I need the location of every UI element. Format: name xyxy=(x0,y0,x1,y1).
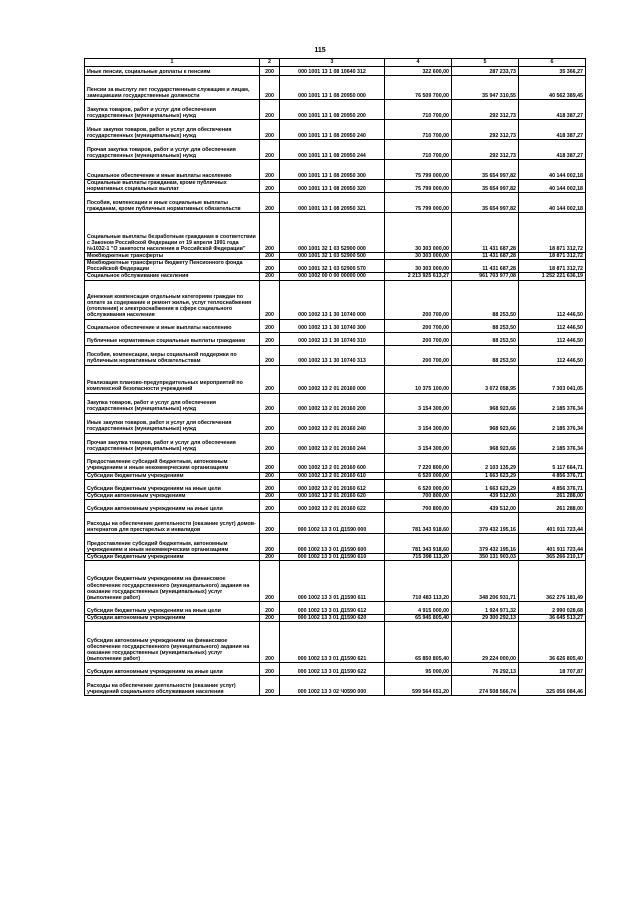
approved-budget-cell: 710 700,00 xyxy=(385,140,452,160)
approved-budget-cell: 710 483 113,20 xyxy=(385,560,452,601)
line-code-cell: 200 xyxy=(260,280,280,319)
budget-classification-code-cell: 000 1002 13 3 02 Ч0590 000 xyxy=(280,675,385,695)
executed-amount-cell: 348 206 931,71 xyxy=(452,560,519,601)
expense-name-cell: Иные пенсии, социальные доплаты к пенсиям xyxy=(85,67,260,76)
unexecuted-amount-cell: 5 117 664,71 xyxy=(519,453,586,472)
expense-name-cell: Иные закупки товаров, работ и услуг для обеспечения государственных (муниципальных) нужд xyxy=(85,413,260,433)
budget-classification-code-cell: 000 1002 13 3 01 Д1590 600 xyxy=(280,533,385,553)
budget-classification-code-cell: 000 1002 13 1 30 10740 000 xyxy=(280,280,385,319)
table-row xyxy=(85,492,586,499)
expense-name-cell: Прочая закупка товаров, работ и услуг для обеспечения государственных (муниципальных) нужд xyxy=(85,140,260,160)
executed-amount-cell: 88 253,50 xyxy=(452,280,519,319)
expense-name-cell: Предоставление субсидий бюджетным, автономным учреждениям и иным некоммерческим организациям xyxy=(85,453,260,472)
column-number: 6 xyxy=(519,59,586,67)
approved-budget-cell: 599 564 651,20 xyxy=(385,675,452,695)
table-row xyxy=(85,332,586,345)
table-row xyxy=(85,433,586,453)
executed-amount-cell: 968 923,66 xyxy=(452,393,519,413)
approved-budget-cell: 781 343 918,60 xyxy=(385,512,452,533)
expense-name-cell: Субсидии автономным учреждениям на финансовое обеспечение государственного (муниципального) задания на оказание государственных (муниципальных) услуг (выполнение работ) xyxy=(85,621,260,662)
unexecuted-amount-cell: 35 366,27 xyxy=(519,67,586,76)
executed-amount-cell: 274 508 566,74 xyxy=(452,675,519,695)
table-row xyxy=(85,76,586,100)
column-number: 5 xyxy=(452,59,519,67)
budget-classification-code-cell: 000 1002 00 0 00 00000 000 xyxy=(280,273,385,280)
expense-name-cell: Социальное обслуживание населения xyxy=(85,273,260,280)
table-row xyxy=(85,662,586,675)
approved-budget-cell: 3 154 300,00 xyxy=(385,393,452,413)
approved-budget-cell: 715 398 113,20 xyxy=(385,553,452,560)
approved-budget-cell: 76 509 700,00 xyxy=(385,76,452,100)
table-row xyxy=(85,479,586,492)
budget-classification-code-cell: 000 1002 13 1 30 10740 310 xyxy=(280,332,385,345)
column-number-header-row xyxy=(85,59,586,67)
expense-name-cell: Субсидии автономным учреждениям на иные цели xyxy=(85,662,260,675)
expense-name-cell: Пособия, компенсации, меры социальной поддержки по публичным нормативным обязательствам xyxy=(85,345,260,365)
expense-name-cell: Социальное обеспечение и иные выплаты населению xyxy=(85,160,260,180)
executed-amount-cell: 35 654 997,82 xyxy=(452,160,519,180)
unexecuted-amount-cell: 112 446,50 xyxy=(519,319,586,332)
executed-amount-cell: 2 103 135,29 xyxy=(452,453,519,472)
page-number: 115 xyxy=(314,47,326,54)
executed-amount-cell: 76 292,13 xyxy=(452,662,519,675)
unexecuted-amount-cell: 2 185 376,34 xyxy=(519,433,586,453)
table-row xyxy=(85,260,586,273)
budget-classification-code-cell: 000 1002 13 2 01 20160 600 xyxy=(280,453,385,472)
line-code-cell: 200 xyxy=(260,499,280,512)
table-row xyxy=(85,413,586,433)
executed-amount-cell: 11 431 687,28 xyxy=(452,213,519,253)
approved-budget-cell: 75 799 000,00 xyxy=(385,160,452,180)
table-row xyxy=(85,319,586,332)
table-row xyxy=(85,614,586,621)
expense-name-cell: Расходы на обеспечение деятельности (оказание услуг) учреждений социального обслуживания населения xyxy=(85,675,260,695)
unexecuted-amount-cell: 18 871 312,72 xyxy=(519,253,586,260)
expense-name-cell: Закупка товаров, работ и услуг для обеспечения государственных (муниципальных) нужд xyxy=(85,100,260,120)
approved-budget-cell: 700 800,00 xyxy=(385,492,452,499)
table-row xyxy=(85,193,586,213)
expense-name-cell: Субсидии автономным учреждениям на иные цели xyxy=(85,499,260,512)
line-code-cell: 200 xyxy=(260,193,280,213)
budget-classification-code-cell: 000 1002 13 2 01 20160 244 xyxy=(280,433,385,453)
budget-classification-code-cell: 000 1001 13 1 08 20950 320 xyxy=(280,180,385,193)
table-row xyxy=(85,213,586,253)
unexecuted-amount-cell: 2 185 376,34 xyxy=(519,413,586,433)
table-row xyxy=(85,621,586,662)
approved-budget-cell: 710 700,00 xyxy=(385,120,452,140)
approved-budget-cell: 10 375 100,00 xyxy=(385,365,452,393)
unexecuted-amount-cell: 401 911 723,44 xyxy=(519,512,586,533)
executed-amount-cell: 968 923,66 xyxy=(452,413,519,433)
executed-amount-cell: 35 654 997,82 xyxy=(452,180,519,193)
budget-classification-code-cell: 000 1002 13 3 01 Д1590 000 xyxy=(280,512,385,533)
approved-budget-cell: 4 915 000,00 xyxy=(385,601,452,614)
unexecuted-amount-cell: 4 856 376,71 xyxy=(519,472,586,479)
expense-name-cell: Закупка товаров, работ и услуг для обеспечения государственных (муниципальных) нужд xyxy=(85,393,260,413)
expense-name-cell: Субсидии бюджетным учреждениям на иные цели xyxy=(85,601,260,614)
expense-name-cell: Субсидии бюджетным учреждениям на иные цели xyxy=(85,479,260,492)
approved-budget-cell: 65 850 805,40 xyxy=(385,621,452,662)
column-number: 2 xyxy=(260,59,280,67)
executed-amount-cell: 968 923,66 xyxy=(452,433,519,453)
approved-budget-cell: 200 700,00 xyxy=(385,345,452,365)
line-code-cell: 200 xyxy=(260,319,280,332)
executed-amount-cell: 961 703 977,08 xyxy=(452,273,519,280)
line-code-cell: 200 xyxy=(260,332,280,345)
unexecuted-amount-cell: 401 911 723,44 xyxy=(519,533,586,553)
budget-classification-code-cell: 000 1001 13 1 08 20950 240 xyxy=(280,120,385,140)
budget-classification-code-cell: 000 1001 13 1 08 20950 321 xyxy=(280,193,385,213)
line-code-cell: 200 xyxy=(260,662,280,675)
line-code-cell: 200 xyxy=(260,140,280,160)
table-row xyxy=(85,512,586,533)
expense-name-cell: Субсидии бюджетным учреждениям xyxy=(85,472,260,479)
table-row xyxy=(85,533,586,553)
line-code-cell: 200 xyxy=(260,675,280,695)
budget-classification-code-cell: 000 1001 32 1 03 52900 500 xyxy=(280,253,385,260)
approved-budget-cell: 7 220 800,00 xyxy=(385,453,452,472)
executed-amount-cell: 379 432 195,16 xyxy=(452,533,519,553)
table-row xyxy=(85,67,586,76)
expense-name-cell: Субсидии бюджетным учреждениям на финансовое обеспечение государственного (муниципального) задания на оказание государственных (муниципальных) услуг (выполнение работ) xyxy=(85,560,260,601)
executed-amount-cell: 439 512,00 xyxy=(452,499,519,512)
table-row xyxy=(85,553,586,560)
budget-classification-code-cell: 000 1002 13 2 01 20160 000 xyxy=(280,365,385,393)
line-code-cell: 200 xyxy=(260,479,280,492)
executed-amount-cell: 1 924 971,32 xyxy=(452,601,519,614)
unexecuted-amount-cell: 1 252 221 636,19 xyxy=(519,273,586,280)
unexecuted-amount-cell: 36 645 513,27 xyxy=(519,614,586,621)
expense-name-cell: Денежная компенсация отдельным категориям граждан по оплате за содержание и ремонт жилья, услуг теплоснабжения (отопления) и электроснабжения в сфере социального обслуживания населения xyxy=(85,280,260,319)
line-code-cell: 200 xyxy=(260,345,280,365)
budget-classification-code-cell: 000 1002 13 2 01 20160 610 xyxy=(280,472,385,479)
unexecuted-amount-cell: 40 144 002,18 xyxy=(519,160,586,180)
executed-amount-cell: 1 663 623,29 xyxy=(452,479,519,492)
line-code-cell: 200 xyxy=(260,260,280,273)
line-code-cell: 200 xyxy=(260,365,280,393)
budget-classification-code-cell: 000 1001 13 1 08 20950 244 xyxy=(280,140,385,160)
executed-amount-cell: 11 431 687,28 xyxy=(452,260,519,273)
executed-amount-cell: 439 512,00 xyxy=(452,492,519,499)
expense-name-cell: Социальное обеспечение и иные выплаты населению xyxy=(85,319,260,332)
line-code-cell: 200 xyxy=(260,621,280,662)
line-code-cell: 200 xyxy=(260,76,280,100)
budget-classification-code-cell: 000 1001 13 1 08 20950 000 xyxy=(280,76,385,100)
line-code-cell: 200 xyxy=(260,533,280,553)
unexecuted-amount-cell: 365 266 210,17 xyxy=(519,553,586,560)
expense-name-cell: Реализация планово-предупредительных мероприятий по комплексной безопасности учреждений xyxy=(85,365,260,393)
table-row xyxy=(85,601,586,614)
table-row xyxy=(85,160,586,180)
column-number: 4 xyxy=(385,59,452,67)
approved-budget-cell: 3 154 300,00 xyxy=(385,433,452,453)
expense-name-cell: Субсидии автономным учреждениям xyxy=(85,492,260,499)
executed-amount-cell: 292 312,73 xyxy=(452,100,519,120)
budget-classification-code-cell: 000 1002 13 3 01 Д1590 620 xyxy=(280,614,385,621)
budget-classification-code-cell: 000 1002 13 3 01 Д1590 612 xyxy=(280,601,385,614)
budget-classification-code-cell: 000 1001 32 1 03 52900 570 xyxy=(280,260,385,273)
budget-classification-code-cell: 000 1002 13 2 01 20160 200 xyxy=(280,393,385,413)
table-row xyxy=(85,253,586,260)
budget-classification-code-cell: 000 1001 32 1 03 52900 000 xyxy=(280,213,385,253)
line-code-cell: 200 xyxy=(260,213,280,253)
approved-budget-cell: 200 700,00 xyxy=(385,280,452,319)
expense-name-cell: Прочая закупка товаров, работ и услуг для обеспечения государственных (муниципальных) нужд xyxy=(85,433,260,453)
unexecuted-amount-cell: 40 144 002,18 xyxy=(519,180,586,193)
unexecuted-amount-cell: 418 387,27 xyxy=(519,140,586,160)
table-row xyxy=(85,453,586,472)
executed-amount-cell: 1 663 623,29 xyxy=(452,472,519,479)
approved-budget-cell: 700 800,00 xyxy=(385,499,452,512)
unexecuted-amount-cell: 18 871 312,72 xyxy=(519,213,586,253)
table-row xyxy=(85,140,586,160)
expense-name-cell: Расходы на обеспечение деятельности (оказание услуг) домов-интернатов для престарелых и инвалидов xyxy=(85,512,260,533)
line-code-cell: 200 xyxy=(260,614,280,621)
unexecuted-amount-cell: 18 871 312,72 xyxy=(519,260,586,273)
executed-amount-cell: 88 253,50 xyxy=(452,345,519,365)
executed-amount-cell: 292 312,73 xyxy=(452,140,519,160)
approved-budget-cell: 2 213 925 613,27 xyxy=(385,273,452,280)
approved-budget-cell: 75 799 000,00 xyxy=(385,193,452,213)
column-number: 1 xyxy=(85,59,260,67)
executed-amount-cell: 35 947 310,55 xyxy=(452,76,519,100)
executed-amount-cell: 292 312,73 xyxy=(452,120,519,140)
approved-budget-cell: 30 303 000,00 xyxy=(385,253,452,260)
unexecuted-amount-cell: 2 990 028,68 xyxy=(519,601,586,614)
executed-amount-cell: 29 300 292,13 xyxy=(452,614,519,621)
line-code-cell: 200 xyxy=(260,120,280,140)
executed-amount-cell: 29 224 000,00 xyxy=(452,621,519,662)
approved-budget-cell: 781 343 918,60 xyxy=(385,533,452,553)
line-code-cell: 200 xyxy=(260,512,280,533)
expense-name-cell: Субсидии автономным учреждениям xyxy=(85,614,260,621)
budget-execution-table xyxy=(84,58,586,696)
line-code-cell: 200 xyxy=(260,553,280,560)
approved-budget-cell: 6 520 000,00 xyxy=(385,479,452,492)
budget-classification-code-cell: 000 1001 13 1 08 20950 300 xyxy=(280,160,385,180)
approved-budget-cell: 710 700,00 xyxy=(385,100,452,120)
expense-name-cell: Социальные выплаты безработным гражданам в соответствии с Законом Российской Федерации от 19 апреля 1991 года №1032-1 "О занятости населения в Российской Федерации" xyxy=(85,213,260,253)
table-row xyxy=(85,273,586,280)
unexecuted-amount-cell: 7 303 041,05 xyxy=(519,365,586,393)
unexecuted-amount-cell: 112 446,50 xyxy=(519,280,586,319)
budget-classification-code-cell: 000 1002 13 1 30 10740 313 xyxy=(280,345,385,365)
line-code-cell: 200 xyxy=(260,413,280,433)
budget-classification-code-cell: 000 1002 13 2 01 20160 622 xyxy=(280,499,385,512)
unexecuted-amount-cell: 4 856 376,71 xyxy=(519,479,586,492)
table-row xyxy=(85,100,586,120)
unexecuted-amount-cell: 18 707,87 xyxy=(519,662,586,675)
unexecuted-amount-cell: 112 446,50 xyxy=(519,345,586,365)
budget-classification-code-cell: 000 1002 13 2 01 20160 240 xyxy=(280,413,385,433)
unexecuted-amount-cell: 40 144 002,18 xyxy=(519,193,586,213)
expense-name-cell: Предоставление субсидий бюджетным, автономным учреждениям и иным некоммерческим организациям xyxy=(85,533,260,553)
executed-amount-cell: 35 654 997,82 xyxy=(452,193,519,213)
unexecuted-amount-cell: 362 276 181,49 xyxy=(519,560,586,601)
line-code-cell: 200 xyxy=(260,180,280,193)
unexecuted-amount-cell: 40 562 389,45 xyxy=(519,76,586,100)
line-code-cell: 200 xyxy=(260,67,280,76)
unexecuted-amount-cell: 418 387,27 xyxy=(519,120,586,140)
table-row xyxy=(85,499,586,512)
approved-budget-cell: 65 945 805,40 xyxy=(385,614,452,621)
approved-budget-cell: 200 700,00 xyxy=(385,332,452,345)
expense-name-cell: Пенсии за выслугу лет государственным служащим и лицам, замещавшим государственные должности xyxy=(85,76,260,100)
line-code-cell: 200 xyxy=(260,560,280,601)
table-row xyxy=(85,675,586,695)
expense-name-cell: Межбюджетные трансферты бюджету Пенсионного фонда Российской Федерации xyxy=(85,260,260,273)
line-code-cell: 200 xyxy=(260,253,280,260)
unexecuted-amount-cell: 418 387,27 xyxy=(519,100,586,120)
budget-classification-code-cell: 000 1002 13 3 01 Д1590 610 xyxy=(280,553,385,560)
unexecuted-amount-cell: 112 446,50 xyxy=(519,332,586,345)
table-row xyxy=(85,472,586,479)
expense-name-cell: Социальные выплаты гражданам, кроме публичных нормативных социальных выплат xyxy=(85,180,260,193)
expense-name-cell: Иные закупки товаров, работ и услуг для обеспечения государственных (муниципальных) нужд xyxy=(85,120,260,140)
approved-budget-cell: 30 303 000,00 xyxy=(385,260,452,273)
line-code-cell: 200 xyxy=(260,433,280,453)
unexecuted-amount-cell: 261 288,00 xyxy=(519,499,586,512)
expense-name-cell: Субсидии бюджетным учреждениям xyxy=(85,553,260,560)
expense-name-cell: Публичные нормативные социальные выплаты гражданам xyxy=(85,332,260,345)
line-code-cell: 200 xyxy=(260,492,280,499)
column-number: 3 xyxy=(280,59,385,67)
line-code-cell: 200 xyxy=(260,100,280,120)
budget-classification-code-cell: 000 1001 13 1 08 20950 200 xyxy=(280,100,385,120)
budget-classification-code-cell: 000 1002 13 3 01 Д1590 622 xyxy=(280,662,385,675)
executed-amount-cell: 88 253,50 xyxy=(452,332,519,345)
table-row xyxy=(85,280,586,319)
table-row xyxy=(85,345,586,365)
table-row xyxy=(85,560,586,601)
budget-classification-code-cell: 000 1002 13 2 01 20160 620 xyxy=(280,492,385,499)
approved-budget-cell: 75 799 000,00 xyxy=(385,180,452,193)
executed-amount-cell: 11 431 687,28 xyxy=(452,253,519,260)
executed-amount-cell: 287 233,73 xyxy=(452,67,519,76)
table-row xyxy=(85,365,586,393)
budget-classification-code-cell: 000 1002 13 2 01 20160 612 xyxy=(280,479,385,492)
unexecuted-amount-cell: 261 288,00 xyxy=(519,492,586,499)
budget-classification-code-cell: 000 1002 13 1 30 10740 300 xyxy=(280,319,385,332)
line-code-cell: 200 xyxy=(260,160,280,180)
table-row xyxy=(85,393,586,413)
budget-classification-code-cell: 000 1002 13 3 01 Д1590 611 xyxy=(280,560,385,601)
executed-amount-cell: 350 131 903,03 xyxy=(452,553,519,560)
table-row xyxy=(85,120,586,140)
unexecuted-amount-cell: 325 056 084,46 xyxy=(519,675,586,695)
budget-classification-code-cell: 000 1001 13 1 08 10640 312 xyxy=(280,67,385,76)
approved-budget-cell: 95 000,00 xyxy=(385,662,452,675)
approved-budget-cell: 322 600,00 xyxy=(385,67,452,76)
expense-name-cell: Пособия, компенсации и иные социальные выплаты гражданам, кроме публичных нормативных обязательств xyxy=(85,193,260,213)
approved-budget-cell: 30 303 000,00 xyxy=(385,213,452,253)
executed-amount-cell: 88 253,50 xyxy=(452,319,519,332)
line-code-cell: 200 xyxy=(260,472,280,479)
line-code-cell: 200 xyxy=(260,393,280,413)
executed-amount-cell: 379 432 195,16 xyxy=(452,512,519,533)
approved-budget-cell: 6 520 000,00 xyxy=(385,472,452,479)
table-row xyxy=(85,180,586,193)
line-code-cell: 200 xyxy=(260,601,280,614)
line-code-cell: 200 xyxy=(260,273,280,280)
unexecuted-amount-cell: 2 185 376,34 xyxy=(519,393,586,413)
approved-budget-cell: 3 154 300,00 xyxy=(385,413,452,433)
executed-amount-cell: 3 072 058,95 xyxy=(452,365,519,393)
budget-classification-code-cell: 000 1002 13 3 01 Д1590 621 xyxy=(280,621,385,662)
line-code-cell: 200 xyxy=(260,453,280,472)
approved-budget-cell: 200 700,00 xyxy=(385,319,452,332)
expense-name-cell: Межбюджетные трансферты xyxy=(85,253,260,260)
unexecuted-amount-cell: 36 626 805,40 xyxy=(519,621,586,662)
